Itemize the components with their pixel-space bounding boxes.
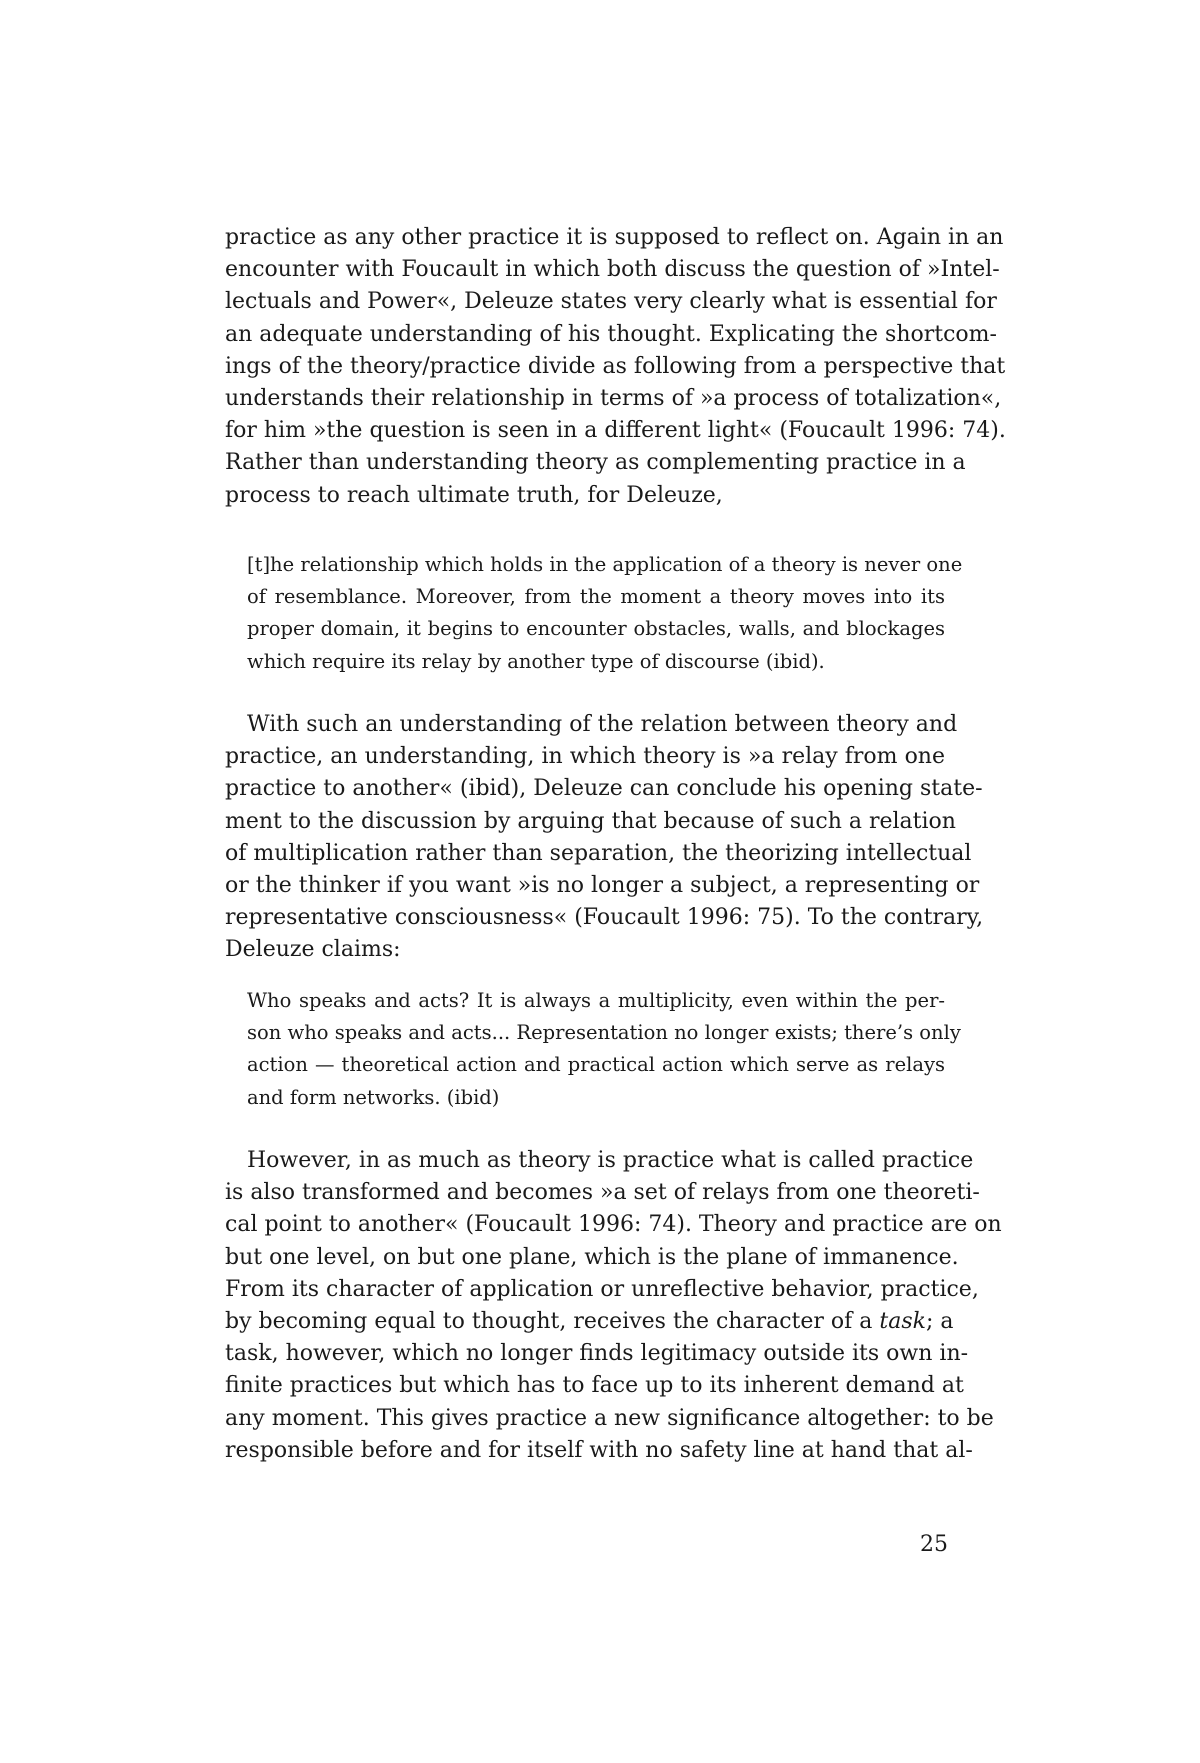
text-line: cal point to another« (Foucault 1996: 74). Theory and practice are on xyxy=(225,1212,1002,1238)
text-line: finite practices but which has to face up to its inherent demand at xyxy=(225,1373,964,1399)
quote-line: which require its relay by another type of discourse (ibid). xyxy=(247,649,825,673)
paragraph-1 xyxy=(225,222,1006,512)
paragraph-3 xyxy=(225,1145,1002,1467)
text-line: for him »the question is seen in a different light« (Foucault 1996: 74). xyxy=(225,418,1006,444)
text-line: practice to another« (ibid), Deleuze can conclude his opening state- xyxy=(225,776,983,802)
text-line: ment to the discussion by arguing that because of such a relation xyxy=(225,808,956,834)
text-line: practice as any other practice it is supposed to reflect on. Again in an xyxy=(225,225,1004,250)
text-line: responsible before and for itself with no safety line at hand that al- xyxy=(225,1437,973,1463)
text-line: encounter with Foucault in which both discuss the question of »Intel- xyxy=(225,257,1000,283)
text-line: With such an understanding of the relation between theory and xyxy=(247,712,958,737)
text-line xyxy=(225,1306,954,1338)
text-line: Deleuze claims: xyxy=(225,937,401,963)
text-run: by becoming equal to thought, receives the character of a xyxy=(225,1308,880,1334)
text-line: representative consciousness« (Foucault 1996: 75). To the contrary, xyxy=(225,905,984,931)
text-line: of multiplication rather than separation, the theorizing intellectual xyxy=(225,840,972,866)
text-line: process to reach ultimate truth, for Deleuze, xyxy=(225,482,723,508)
text-line: any moment. This gives practice a new significance altogether: to be xyxy=(225,1405,994,1431)
text-line: practice, an understanding, in which theory is »a relay from one xyxy=(225,744,945,770)
text-line: Rather than understanding theory as complementing practice in a xyxy=(225,450,966,476)
text-line: but one level, on but one plane, which is the plane of immanence. xyxy=(225,1244,959,1270)
text-line: ings of the theory/practice divide as following from a perspective that xyxy=(225,353,1006,379)
text-line: From its character of application or unreflective behavior, practice, xyxy=(225,1276,979,1302)
text-line: task, however, which no longer finds legitimacy outside its own in- xyxy=(225,1341,969,1367)
text-line: or the thinker if you want »is no longer a subject, a representing or xyxy=(225,872,980,898)
quote-line: action — theoretical action and practical action which serve as relays xyxy=(247,1053,945,1077)
page-number: 25 xyxy=(920,1532,948,1557)
text-line: However, in as much as theory is practice what is called practice xyxy=(247,1148,974,1173)
quote-line: of resemblance. Moreover, from the moment a theory moves into its xyxy=(247,585,945,609)
quote-line: Who speaks and acts? It is always a multiplicity, even within the per- xyxy=(247,989,945,1012)
text-line: is also transformed and becomes »a set of relays from one theoreti- xyxy=(225,1180,980,1206)
text-line: understands their relationship in terms of »a process of totalization«, xyxy=(225,385,1002,411)
quote-line: proper domain, it begins to encounter obstacles, walls, and blockages xyxy=(247,617,945,641)
block-quote-1 xyxy=(247,549,963,678)
text-line: an adequate understanding of his thought. Explicating the shortcom- xyxy=(225,321,997,347)
quote-line: and form networks. (ibid) xyxy=(247,1085,500,1109)
quote-line: son who speaks and acts... Representation no longer exists; there’s only xyxy=(247,1021,961,1045)
block-quote-2 xyxy=(247,985,961,1114)
emphasis-task: task xyxy=(879,1308,926,1334)
quote-line: [t]he relationship which holds in the application of a theory is never one xyxy=(247,553,963,576)
text-run: ; a xyxy=(925,1308,954,1334)
paragraph-2 xyxy=(225,709,984,967)
text-line: lectuals and Power«, Deleuze states very clearly what is essential for xyxy=(225,289,997,315)
